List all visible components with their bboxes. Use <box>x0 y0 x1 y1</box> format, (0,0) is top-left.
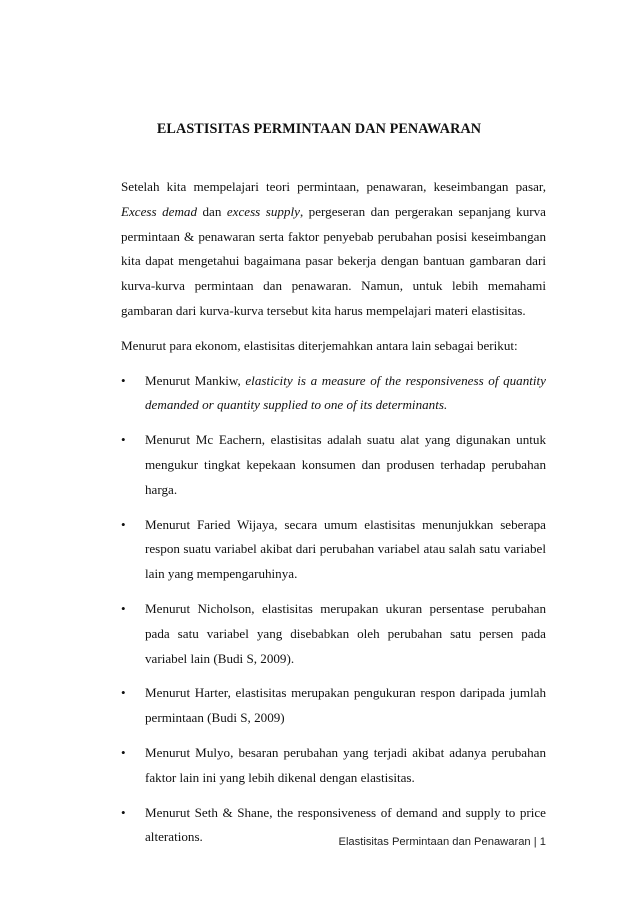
bullet-icon: • <box>121 804 126 820</box>
list-item-text: Menurut Seth & Shane, the responsiveness of demand and supply to price alterations. <box>145 804 546 845</box>
bullet-icon: • <box>121 432 126 448</box>
list-item-faried-wijaya <box>121 513 546 587</box>
list-item-mc-eachern <box>121 428 546 502</box>
list-item-text: Menurut Nicholson, elastisitas merupakan ukuran persentase perubahan pada satu variabel yang disebabkan oleh perubahan satu persen pada variabel lain (Budi S, 2009). <box>145 600 546 666</box>
intro-text-2: dan <box>197 203 227 219</box>
bullet-icon: • <box>121 516 126 532</box>
list-item-harter <box>121 681 546 731</box>
list-item-mankiw <box>121 369 546 419</box>
list-item-quote: elasticity is a measure of the responsiveness of quantity demanded or quantity supplied to one of its determinants. <box>145 372 546 413</box>
intro-text-3: , pergeseran dan pergerakan sepanjang kurva permintaan & penawaran serta faktor penyebab perubahan posisi keseimbangan kita dapat mengetahui bagaimana pasar bekerja dengan bantuan gambaran dari kurva-kurva permintaan dan penawaran. Namun, untuk lebih memahami gambaran dari kurva-kurva tersebut kita harus mempelajari materi elastisitas. <box>121 203 546 318</box>
intro-term-excess-supply: excess supply <box>226 203 300 219</box>
bullet-icon: • <box>121 600 126 616</box>
list-item-text: Menurut Mulyo, besaran perubahan yang terjadi akibat adanya perubahan faktor lain ini yang lebih dikenal dengan elastisitas. <box>145 744 546 785</box>
list-item-text: Menurut Harter, elastisitas merupakan pengukuran respon daripada jumlah permintaan (Budi S, 2009) <box>145 685 546 726</box>
lead-paragraph: Menurut para ekonom, elastisitas diterjemahkan antara lain sebagai berikut: <box>121 337 518 353</box>
bullet-icon: • <box>121 685 126 701</box>
bullet-icon: • <box>121 372 126 388</box>
list-item-nicholson <box>121 597 546 671</box>
intro-paragraph <box>121 175 546 324</box>
list-item-text: Menurut Mc Eachern, elastisitas adalah suatu alat yang digunakan untuk mengukur tingkat kepekaan konsumen dan produsen terhadap perubahan harga. <box>145 432 546 497</box>
intro-text-1: Setelah kita mempelajari teori permintaan, penawaran, keseimbangan pasar, <box>121 179 546 194</box>
list-item-mulyo <box>121 741 546 791</box>
bullet-icon: • <box>121 744 126 760</box>
list-item-text: Menurut Mankiw, <box>145 372 246 388</box>
document-title: ELASTISITAS PERMINTAAN DAN PENAWARAN <box>156 121 482 137</box>
document-body <box>121 175 546 860</box>
definition-list <box>121 369 546 851</box>
intro-term-excess-demand: Excess demad <box>121 203 197 219</box>
list-item-text: Menurut Faried Wijaya, secara umum elastisitas menunjukkan seberapa respon suatu variabel akibat dari perubahan variabel atau salah satu variabel lain yang mempengaruhinya. <box>145 516 546 582</box>
page-footer: Elastisitas Permintaan dan Penawaran | 1 <box>338 836 546 848</box>
